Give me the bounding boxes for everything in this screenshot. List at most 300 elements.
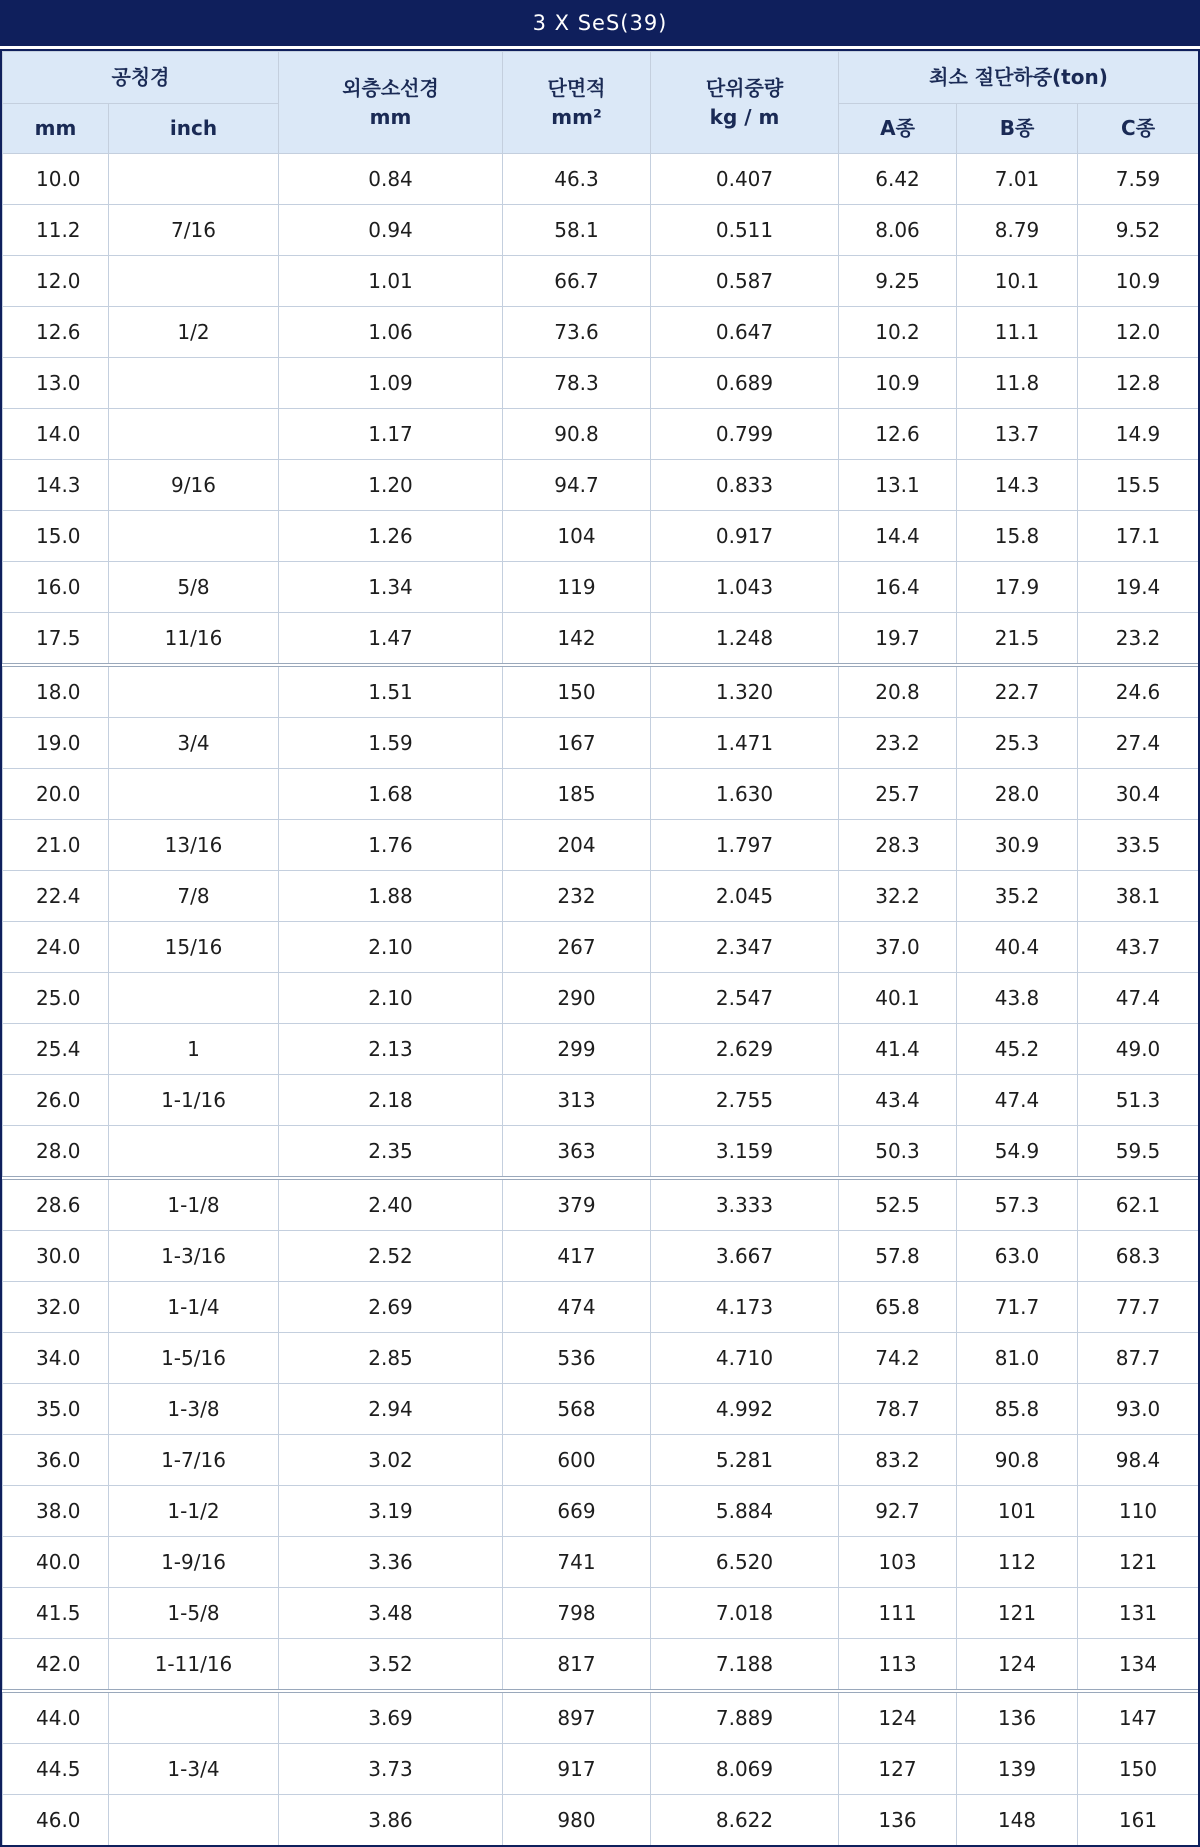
table-row (3, 460, 1199, 511)
cell-unit-weight: 0.689 (651, 358, 839, 409)
cell-mm: 10.0 (3, 154, 109, 205)
cell-area: 232 (503, 871, 651, 922)
cell-grade-a: 92.7 (839, 1486, 957, 1537)
cell-outer-wire: 3.52 (279, 1639, 503, 1692)
cell-area: 980 (503, 1795, 651, 1846)
cell-mm: 15.0 (3, 511, 109, 562)
cell-mm: 12.0 (3, 256, 109, 307)
table-body (3, 154, 1199, 1846)
table-row (3, 1024, 1199, 1075)
header-unit-weight (651, 52, 839, 154)
cell-grade-c: 147 (1078, 1691, 1199, 1744)
cell-outer-wire: 3.48 (279, 1588, 503, 1639)
table-row (3, 769, 1199, 820)
cell-unit-weight: 7.889 (651, 1691, 839, 1744)
table-row (3, 1588, 1199, 1639)
cell-area: 536 (503, 1333, 651, 1384)
cell-inch: 11/16 (109, 613, 279, 666)
cell-grade-c: 77.7 (1078, 1282, 1199, 1333)
cell-grade-b: 45.2 (957, 1024, 1078, 1075)
cell-grade-b: 124 (957, 1639, 1078, 1692)
cell-outer-wire: 3.69 (279, 1691, 503, 1744)
cell-grade-a: 19.7 (839, 613, 957, 666)
cell-grade-c: 27.4 (1078, 718, 1199, 769)
cell-outer-wire: 0.84 (279, 154, 503, 205)
cell-grade-b: 148 (957, 1795, 1078, 1846)
cell-inch (109, 769, 279, 820)
cell-grade-b: 28.0 (957, 769, 1078, 820)
cell-outer-wire: 3.36 (279, 1537, 503, 1588)
cell-outer-wire: 2.40 (279, 1178, 503, 1231)
cell-inch: 1-11/16 (109, 1639, 279, 1692)
table-row (3, 409, 1199, 460)
cell-grade-c: 121 (1078, 1537, 1199, 1588)
cell-mm: 26.0 (3, 1075, 109, 1126)
cell-mm: 25.4 (3, 1024, 109, 1075)
cell-mm: 28.0 (3, 1126, 109, 1179)
cell-mm: 44.0 (3, 1691, 109, 1744)
cell-grade-c: 131 (1078, 1588, 1199, 1639)
header-cross-section-area (503, 52, 651, 154)
cell-grade-a: 37.0 (839, 922, 957, 973)
cell-grade-a: 43.4 (839, 1075, 957, 1126)
cell-grade-c: 9.52 (1078, 205, 1199, 256)
table-row (3, 973, 1199, 1024)
table-row (3, 1639, 1199, 1692)
cell-grade-b: 15.8 (957, 511, 1078, 562)
cell-inch: 7/8 (109, 871, 279, 922)
table-row (3, 256, 1199, 307)
cell-mm: 38.0 (3, 1486, 109, 1537)
cell-grade-c: 150 (1078, 1744, 1199, 1795)
table-row (3, 205, 1199, 256)
cell-unit-weight: 8.069 (651, 1744, 839, 1795)
cell-grade-a: 23.2 (839, 718, 957, 769)
cell-grade-c: 7.59 (1078, 154, 1199, 205)
table-row (3, 665, 1199, 718)
cell-area: 204 (503, 820, 651, 871)
cell-grade-a: 6.42 (839, 154, 957, 205)
cell-inch: 1-1/16 (109, 1075, 279, 1126)
cell-grade-c: 68.3 (1078, 1231, 1199, 1282)
cell-inch (109, 409, 279, 460)
cell-outer-wire: 2.10 (279, 973, 503, 1024)
cell-grade-a: 28.3 (839, 820, 957, 871)
cell-unit-weight: 4.992 (651, 1384, 839, 1435)
cell-grade-a: 83.2 (839, 1435, 957, 1486)
cell-mm: 22.4 (3, 871, 109, 922)
table-row (3, 1282, 1199, 1333)
cell-outer-wire: 1.01 (279, 256, 503, 307)
cell-grade-c: 161 (1078, 1795, 1199, 1846)
table-row (3, 1435, 1199, 1486)
cell-grade-a: 20.8 (839, 665, 957, 718)
cell-grade-a: 10.9 (839, 358, 957, 409)
cell-outer-wire: 1.06 (279, 307, 503, 358)
cell-grade-c: 33.5 (1078, 820, 1199, 871)
cell-unit-weight: 0.647 (651, 307, 839, 358)
cell-outer-wire: 1.76 (279, 820, 503, 871)
cell-unit-weight: 3.333 (651, 1178, 839, 1231)
cell-grade-b: 17.9 (957, 562, 1078, 613)
cell-grade-a: 74.2 (839, 1333, 957, 1384)
table-row (3, 718, 1199, 769)
cell-outer-wire: 2.35 (279, 1126, 503, 1179)
cell-outer-wire: 1.34 (279, 562, 503, 613)
cell-grade-c: 43.7 (1078, 922, 1199, 973)
cell-area: 94.7 (503, 460, 651, 511)
cell-unit-weight: 4.173 (651, 1282, 839, 1333)
header-unit-weight-unit: kg / m (709, 104, 780, 129)
cell-grade-a: 8.06 (839, 205, 957, 256)
cell-outer-wire: 3.02 (279, 1435, 503, 1486)
cell-unit-weight: 4.710 (651, 1333, 839, 1384)
cell-unit-weight: 0.833 (651, 460, 839, 511)
header-unit-weight-title: 단위중량 (705, 75, 784, 100)
cell-grade-a: 78.7 (839, 1384, 957, 1435)
cell-grade-b: 43.8 (957, 973, 1078, 1024)
cell-inch (109, 1691, 279, 1744)
cell-area: 363 (503, 1126, 651, 1179)
cell-unit-weight: 2.045 (651, 871, 839, 922)
cell-area: 917 (503, 1744, 651, 1795)
cell-grade-b: 63.0 (957, 1231, 1078, 1282)
cell-unit-weight: 7.018 (651, 1588, 839, 1639)
cell-grade-b: 85.8 (957, 1384, 1078, 1435)
cell-mm: 17.5 (3, 613, 109, 666)
header-min-breaking-load: 최소 절단하중(ton) (839, 52, 1199, 104)
cell-mm: 35.0 (3, 1384, 109, 1435)
cell-inch: 1-3/4 (109, 1744, 279, 1795)
cell-grade-a: 41.4 (839, 1024, 957, 1075)
header-grade-a: A종 (839, 104, 957, 154)
cell-grade-b: 35.2 (957, 871, 1078, 922)
cell-inch (109, 511, 279, 562)
cell-area: 119 (503, 562, 651, 613)
cell-outer-wire: 2.18 (279, 1075, 503, 1126)
cell-unit-weight: 0.799 (651, 409, 839, 460)
cell-unit-weight: 2.347 (651, 922, 839, 973)
table-row (3, 1744, 1199, 1795)
cell-outer-wire: 2.52 (279, 1231, 503, 1282)
cell-mm: 42.0 (3, 1639, 109, 1692)
cell-area: 299 (503, 1024, 651, 1075)
cell-grade-b: 40.4 (957, 922, 1078, 973)
cell-area: 150 (503, 665, 651, 718)
cell-grade-c: 19.4 (1078, 562, 1199, 613)
cell-grade-c: 10.9 (1078, 256, 1199, 307)
cell-grade-b: 101 (957, 1486, 1078, 1537)
cell-outer-wire: 2.85 (279, 1333, 503, 1384)
cell-grade-b: 121 (957, 1588, 1078, 1639)
cell-inch (109, 665, 279, 718)
cell-mm: 25.0 (3, 973, 109, 1024)
cell-grade-b: 90.8 (957, 1435, 1078, 1486)
cell-inch: 1/2 (109, 307, 279, 358)
cell-outer-wire: 3.19 (279, 1486, 503, 1537)
cell-unit-weight: 5.281 (651, 1435, 839, 1486)
cell-outer-wire: 0.94 (279, 205, 503, 256)
cell-grade-c: 12.8 (1078, 358, 1199, 409)
cell-inch: 1-1/4 (109, 1282, 279, 1333)
cell-area: 798 (503, 1588, 651, 1639)
cell-unit-weight: 7.188 (651, 1639, 839, 1692)
cell-grade-c: 17.1 (1078, 511, 1199, 562)
cell-unit-weight: 1.248 (651, 613, 839, 666)
cell-grade-b: 136 (957, 1691, 1078, 1744)
table-row (3, 820, 1199, 871)
cell-area: 78.3 (503, 358, 651, 409)
cell-outer-wire: 1.59 (279, 718, 503, 769)
table-row (3, 1795, 1199, 1846)
cell-area: 600 (503, 1435, 651, 1486)
cell-grade-a: 113 (839, 1639, 957, 1692)
cell-mm: 21.0 (3, 820, 109, 871)
cell-outer-wire: 1.68 (279, 769, 503, 820)
cell-mm: 32.0 (3, 1282, 109, 1333)
cell-grade-c: 24.6 (1078, 665, 1199, 718)
cell-area: 379 (503, 1178, 651, 1231)
cell-unit-weight: 0.587 (651, 256, 839, 307)
cell-mm: 11.2 (3, 205, 109, 256)
header-outer-wire-diameter (279, 52, 503, 154)
cell-mm: 41.5 (3, 1588, 109, 1639)
table-row (3, 871, 1199, 922)
cell-grade-c: 47.4 (1078, 973, 1199, 1024)
cell-grade-c: 15.5 (1078, 460, 1199, 511)
cell-outer-wire: 3.73 (279, 1744, 503, 1795)
table-row (3, 1126, 1199, 1179)
cell-outer-wire: 2.94 (279, 1384, 503, 1435)
table-row (3, 1231, 1199, 1282)
cell-inch: 7/16 (109, 205, 279, 256)
cell-grade-b: 13.7 (957, 409, 1078, 460)
table-row (3, 511, 1199, 562)
header-nominal-diameter: 공칭경 (3, 52, 279, 104)
cell-unit-weight: 0.511 (651, 205, 839, 256)
cell-outer-wire: 2.13 (279, 1024, 503, 1075)
cell-grade-a: 32.2 (839, 871, 957, 922)
header-grade-c: C종 (1078, 104, 1199, 154)
cell-inch: 1-5/8 (109, 1588, 279, 1639)
cell-area: 741 (503, 1537, 651, 1588)
table-row (3, 562, 1199, 613)
cell-inch: 15/16 (109, 922, 279, 973)
cell-grade-b: 11.8 (957, 358, 1078, 409)
cell-area: 142 (503, 613, 651, 666)
cell-grade-c: 30.4 (1078, 769, 1199, 820)
cell-inch (109, 154, 279, 205)
header-mm: mm (3, 104, 109, 154)
cell-outer-wire: 1.88 (279, 871, 503, 922)
table-row (3, 1178, 1199, 1231)
cell-inch (109, 1126, 279, 1179)
cell-mm: 36.0 (3, 1435, 109, 1486)
spec-table-frame (0, 49, 1200, 1847)
cell-inch: 1-3/16 (109, 1231, 279, 1282)
cell-unit-weight: 0.407 (651, 154, 839, 205)
cell-area: 568 (503, 1384, 651, 1435)
cell-outer-wire: 3.86 (279, 1795, 503, 1846)
cell-area: 73.6 (503, 307, 651, 358)
cell-grade-c: 59.5 (1078, 1126, 1199, 1179)
cell-grade-a: 124 (839, 1691, 957, 1744)
cell-mm: 44.5 (3, 1744, 109, 1795)
wire-rope-spec-table (2, 51, 1199, 1846)
cell-grade-a: 40.1 (839, 973, 957, 1024)
cell-inch: 1-7/16 (109, 1435, 279, 1486)
cell-unit-weight: 6.520 (651, 1537, 839, 1588)
cell-grade-c: 12.0 (1078, 307, 1199, 358)
cell-grade-b: 112 (957, 1537, 1078, 1588)
cell-mm: 18.0 (3, 665, 109, 718)
cell-area: 817 (503, 1639, 651, 1692)
cell-grade-a: 50.3 (839, 1126, 957, 1179)
cell-grade-c: 93.0 (1078, 1384, 1199, 1435)
cell-grade-b: 54.9 (957, 1126, 1078, 1179)
table-row (3, 1691, 1199, 1744)
cell-area: 185 (503, 769, 651, 820)
cell-unit-weight: 1.471 (651, 718, 839, 769)
cell-area: 104 (503, 511, 651, 562)
cell-inch: 1-9/16 (109, 1537, 279, 1588)
cell-outer-wire: 2.10 (279, 922, 503, 973)
cell-grade-c: 38.1 (1078, 871, 1199, 922)
cell-grade-b: 139 (957, 1744, 1078, 1795)
cell-unit-weight: 3.159 (651, 1126, 839, 1179)
cell-mm: 19.0 (3, 718, 109, 769)
cell-grade-c: 14.9 (1078, 409, 1199, 460)
cell-unit-weight: 1.797 (651, 820, 839, 871)
cell-grade-a: 12.6 (839, 409, 957, 460)
header-outer-wire-title: 외층소선경 (342, 75, 439, 100)
header-outer-wire-unit: mm (369, 104, 412, 129)
cell-mm: 12.6 (3, 307, 109, 358)
table-row (3, 1333, 1199, 1384)
cell-mm: 16.0 (3, 562, 109, 613)
cell-unit-weight: 3.667 (651, 1231, 839, 1282)
cell-grade-b: 57.3 (957, 1178, 1078, 1231)
cell-mm: 24.0 (3, 922, 109, 973)
cell-inch: 5/8 (109, 562, 279, 613)
cell-grade-c: 98.4 (1078, 1435, 1199, 1486)
table-row (3, 1384, 1199, 1435)
cell-area: 313 (503, 1075, 651, 1126)
cell-area: 290 (503, 973, 651, 1024)
cell-grade-c: 110 (1078, 1486, 1199, 1537)
cell-outer-wire: 1.47 (279, 613, 503, 666)
cell-area: 267 (503, 922, 651, 973)
cell-grade-b: 81.0 (957, 1333, 1078, 1384)
table-row (3, 1537, 1199, 1588)
cell-mm: 46.0 (3, 1795, 109, 1846)
cell-grade-b: 10.1 (957, 256, 1078, 307)
cell-inch (109, 973, 279, 1024)
cell-area: 66.7 (503, 256, 651, 307)
cell-grade-a: 25.7 (839, 769, 957, 820)
cell-inch: 9/16 (109, 460, 279, 511)
cell-grade-a: 52.5 (839, 1178, 957, 1231)
cell-grade-b: 14.3 (957, 460, 1078, 511)
cell-grade-c: 134 (1078, 1639, 1199, 1692)
cell-inch (109, 1795, 279, 1846)
cell-grade-a: 10.2 (839, 307, 957, 358)
cell-area: 58.1 (503, 205, 651, 256)
cell-area: 669 (503, 1486, 651, 1537)
cell-unit-weight: 1.630 (651, 769, 839, 820)
cell-grade-a: 136 (839, 1795, 957, 1846)
cell-mm: 14.3 (3, 460, 109, 511)
cell-mm: 34.0 (3, 1333, 109, 1384)
cell-mm: 14.0 (3, 409, 109, 460)
cell-grade-b: 25.3 (957, 718, 1078, 769)
cell-grade-b: 22.7 (957, 665, 1078, 718)
cell-grade-a: 57.8 (839, 1231, 957, 1282)
cell-inch: 1 (109, 1024, 279, 1075)
cell-grade-b: 30.9 (957, 820, 1078, 871)
cell-grade-a: 127 (839, 1744, 957, 1795)
cell-grade-b: 7.01 (957, 154, 1078, 205)
cell-inch: 3/4 (109, 718, 279, 769)
cell-grade-b: 47.4 (957, 1075, 1078, 1126)
cell-grade-b: 21.5 (957, 613, 1078, 666)
cell-grade-a: 111 (839, 1588, 957, 1639)
cell-inch (109, 256, 279, 307)
header-grade-b: B종 (957, 104, 1078, 154)
cell-unit-weight: 2.755 (651, 1075, 839, 1126)
cell-grade-a: 14.4 (839, 511, 957, 562)
cell-inch: 1-1/8 (109, 1178, 279, 1231)
cell-grade-c: 51.3 (1078, 1075, 1199, 1126)
cell-outer-wire: 1.26 (279, 511, 503, 562)
header-area-title: 단면적 (547, 75, 606, 100)
cell-inch: 1-3/8 (109, 1384, 279, 1435)
cell-area: 417 (503, 1231, 651, 1282)
cell-grade-a: 65.8 (839, 1282, 957, 1333)
cell-mm: 30.0 (3, 1231, 109, 1282)
cell-grade-c: 62.1 (1078, 1178, 1199, 1231)
cell-unit-weight: 8.622 (651, 1795, 839, 1846)
header-area-unit: mm² (551, 104, 602, 129)
table-row (3, 358, 1199, 409)
cell-area: 90.8 (503, 409, 651, 460)
cell-mm: 13.0 (3, 358, 109, 409)
cell-inch: 1-5/16 (109, 1333, 279, 1384)
table-row (3, 154, 1199, 205)
cell-inch: 13/16 (109, 820, 279, 871)
cell-outer-wire: 1.20 (279, 460, 503, 511)
cell-mm: 28.6 (3, 1178, 109, 1231)
table-row (3, 922, 1199, 973)
cell-area: 474 (503, 1282, 651, 1333)
cell-outer-wire: 1.51 (279, 665, 503, 718)
cell-grade-a: 103 (839, 1537, 957, 1588)
cell-grade-b: 8.79 (957, 205, 1078, 256)
cell-area: 167 (503, 718, 651, 769)
header-inch: inch (109, 104, 279, 154)
cell-grade-a: 16.4 (839, 562, 957, 613)
cell-unit-weight: 2.547 (651, 973, 839, 1024)
table-row (3, 1075, 1199, 1126)
cell-inch: 1-1/2 (109, 1486, 279, 1537)
cell-grade-c: 49.0 (1078, 1024, 1199, 1075)
cell-unit-weight: 5.884 (651, 1486, 839, 1537)
cell-outer-wire: 1.09 (279, 358, 503, 409)
table-title: 3 X SeS(39) (0, 0, 1200, 46)
cell-outer-wire: 1.17 (279, 409, 503, 460)
cell-outer-wire: 2.69 (279, 1282, 503, 1333)
cell-grade-a: 9.25 (839, 256, 957, 307)
